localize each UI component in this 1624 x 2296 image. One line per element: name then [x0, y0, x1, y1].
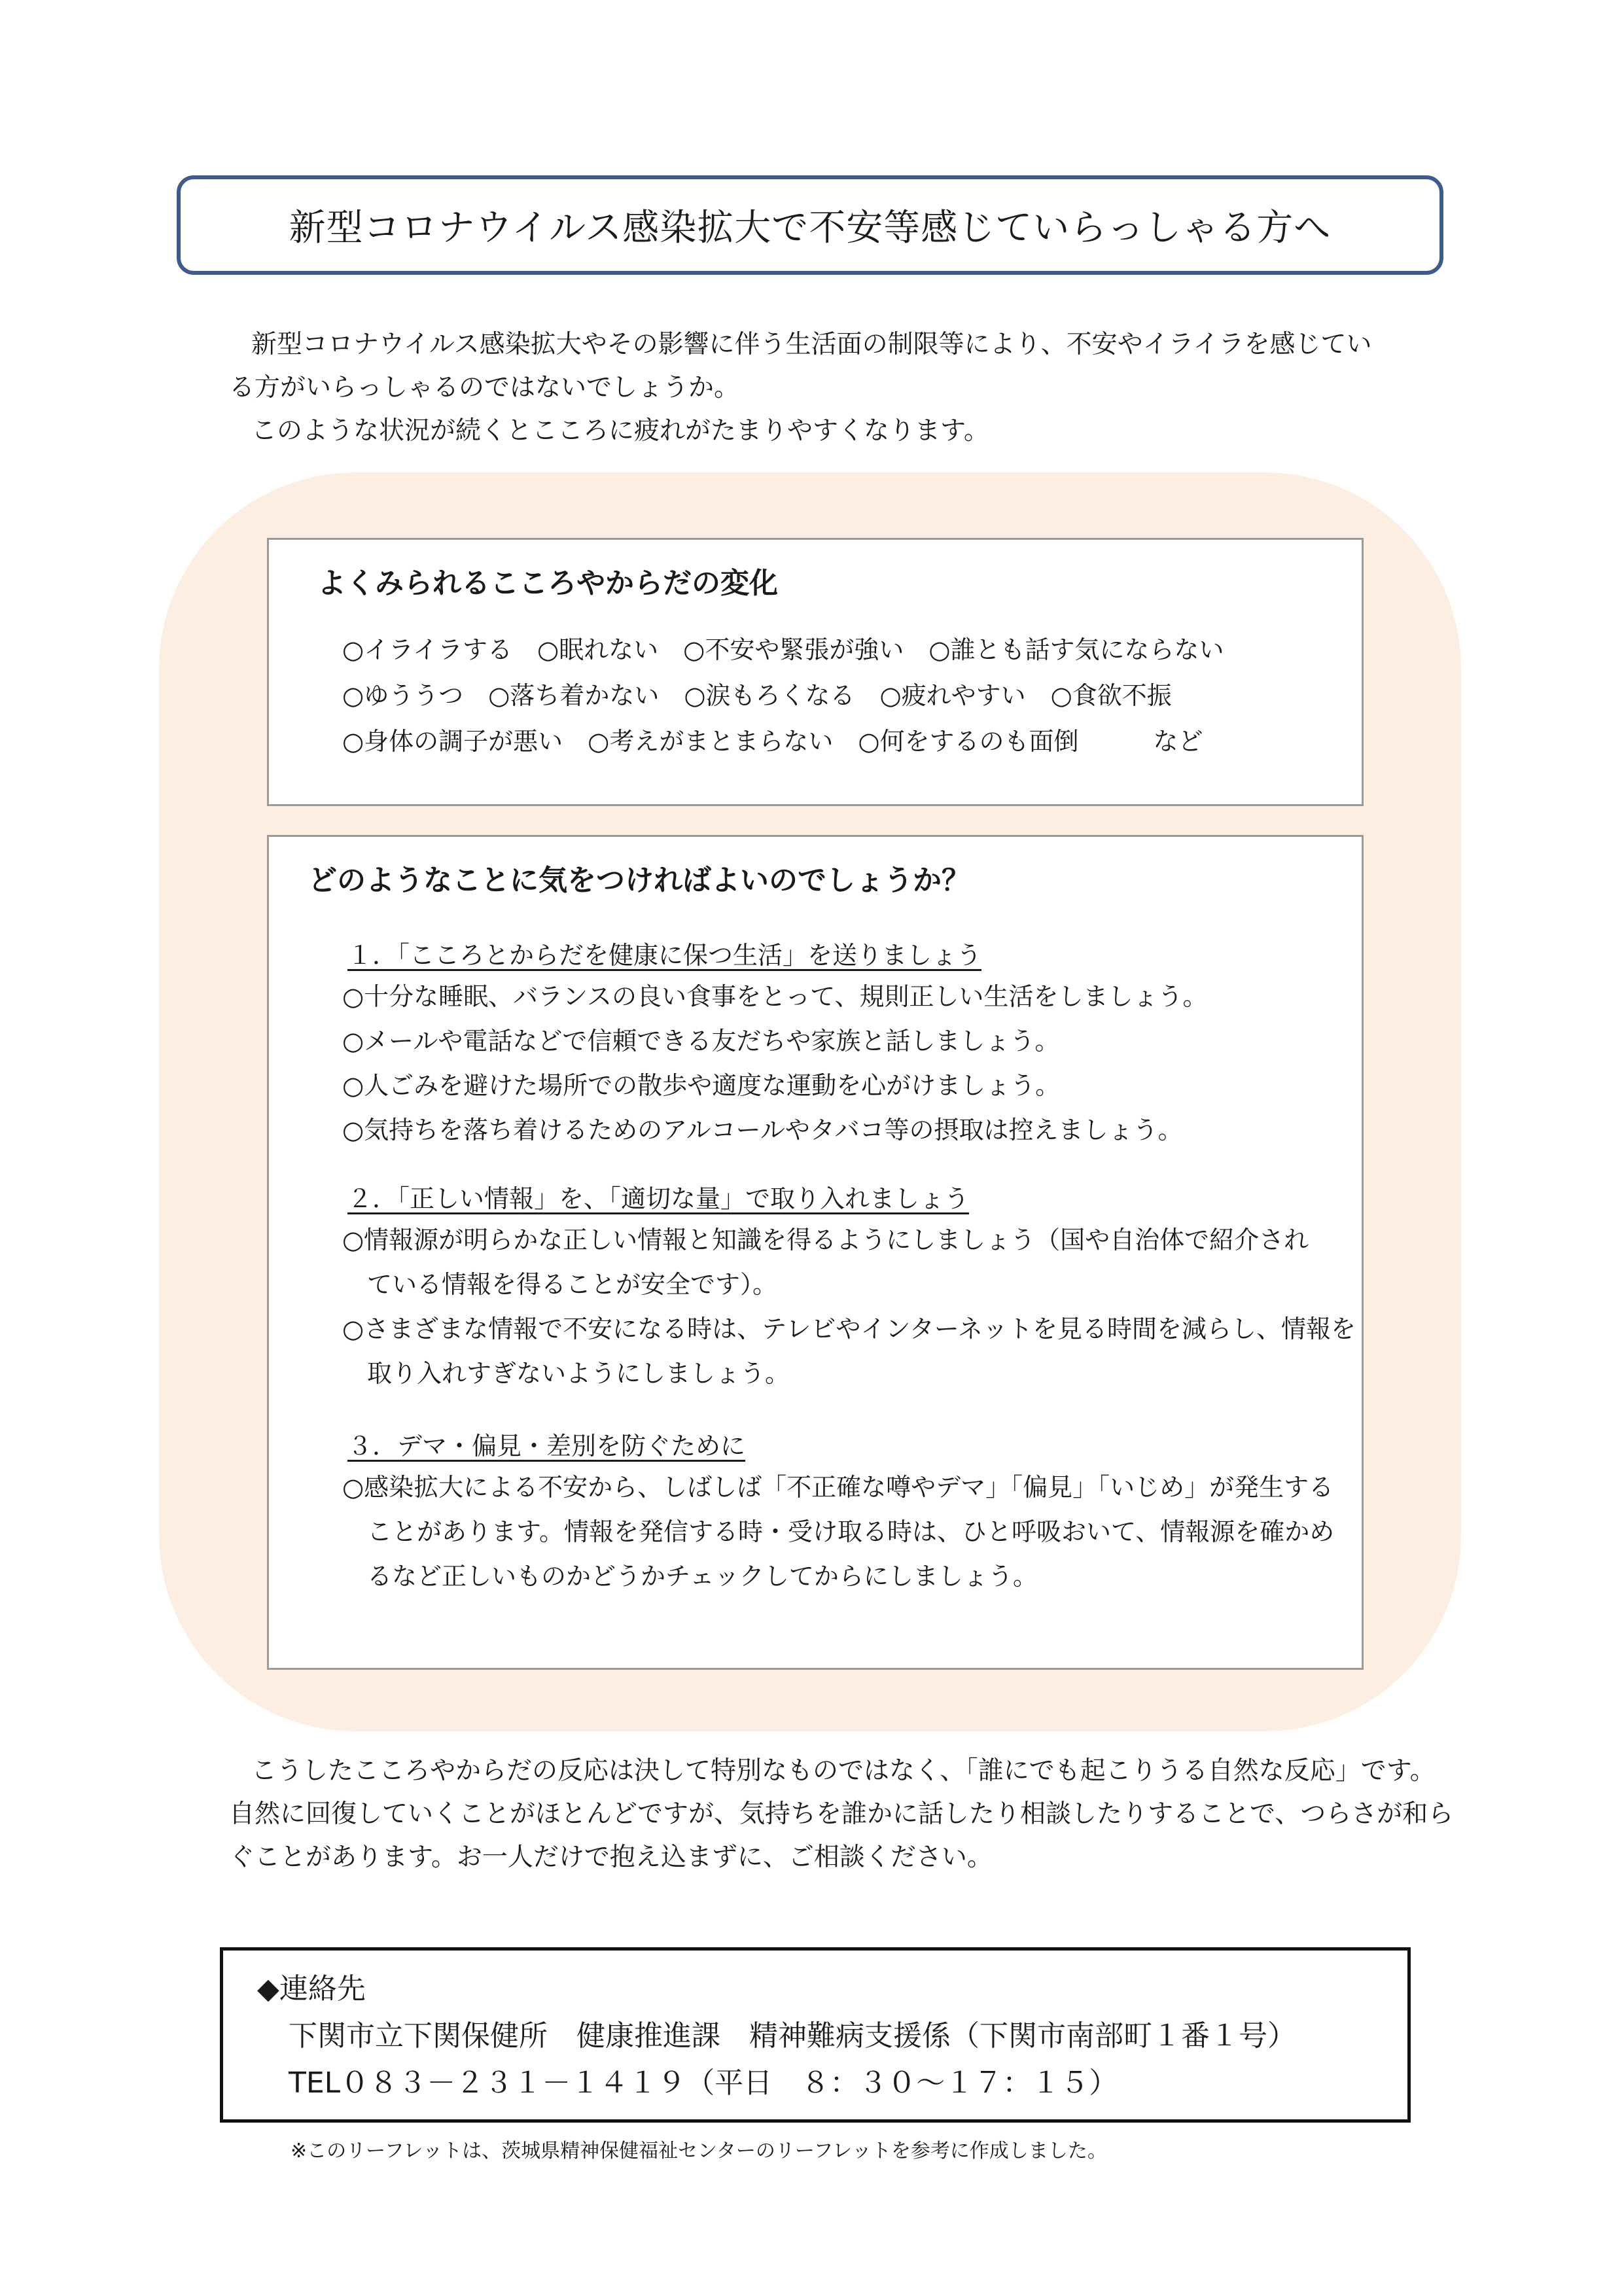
section-2-line-3: ○さまざまな情報で不安になる時は、テレビやインターネットを見る時間を減らし、情報を [342, 1315, 1356, 1343]
contact-tel: TEL０８３－２３１－１４１９（平日 ８：３０～１７：１５） [289, 2066, 1118, 2100]
section-3-line-1: ○感染拡大による不安から、しばしば「不正確な噂やデマ」「偏見」「いじめ」が発生する [342, 1473, 1334, 1502]
closing-line-2: 自然に回復していくことがほとんどですが、気持ちを誰かに話したり相談したりすることで、つらさが和ら [229, 1799, 1454, 1829]
footnote: ※このリーフレットは、茨城県精神保健福祉センターのリーフレットを参考に作成しました。 [291, 2140, 1107, 2163]
section-1-line-3: ○人ごみを避けた場所での散歩や適度な運動を心がけましょう。 [342, 1071, 1061, 1100]
intro-line-3: このような状況が続くとこころに疲れがたまりやすくなります。 [251, 416, 989, 446]
section-1-line-4: ○気持ちを落ち着けるためのアルコールやタバコ等の摂取は控えましょう。 [342, 1116, 1183, 1144]
contact-label: ◆連絡先 [257, 1972, 366, 2005]
changes-panel [267, 538, 1364, 806]
section-1-line-1: ○十分な睡眠、バランスの良い食事をとって、規則正しい生活をしましょう。 [342, 982, 1208, 1011]
section-1-line-2: ○メールや電話などで信頼できる友だちや家族と話しましょう。 [342, 1027, 1060, 1055]
section-2-line-1: ○情報源が明らかな正しい情報と知識を得るようにしましょう（国や自治体で紹介され [342, 1226, 1309, 1254]
intro-line-1: 新型コロナウイルス感染拡大やその影響に伴う生活面の制限等により、不安やイライラを感じてい [251, 330, 1372, 359]
closing-line-3: ぐことがあります。お一人だけで抱え込まずに、ご相談ください。 [229, 1843, 993, 1872]
section-3-line-3: るなど正しいものかどうかチェックしてからにしましょう。 [342, 1562, 1038, 1591]
section-2-line-4: 取り入れすぎないようにしましょう。 [342, 1359, 790, 1388]
contact-office: 下関市立下関保健所 健康推進課 精神難病支援係（下関市南部町１番１号） [289, 2019, 1296, 2053]
changes-line-1: ○イライラする ○眠れない ○不安や緊張が強い ○誰とも話す気にならない [342, 635, 1224, 664]
advice-panel [267, 835, 1364, 1670]
changes-line-2: ○ゆううつ ○落ち着かない ○涙もろくなる ○疲れやすい ○食欲不振 [342, 681, 1172, 710]
advice-heading: どのようなことに気をつければよいのでしょうか？ [308, 864, 970, 897]
changes-line-3: ○身体の調子が悪い ○考えがまとまらない ○何をするのも面倒 など [342, 727, 1203, 756]
page-title [177, 175, 1443, 275]
intro-line-2: る方がいらっしゃるのではないでしょうか。 [229, 373, 740, 402]
changes-heading: よくみられるこころやからだの変化 [317, 567, 778, 600]
page-title-text: 新型コロナウイルス感染拡大で不安等感じていらっしゃる方へ [289, 207, 1332, 249]
section-2-line-2: ている情報を得ることが安全です）。 [342, 1270, 778, 1299]
closing-line-1: こうしたこころやからだの反応は決して特別なものではなく、「誰にでも起こりうる自然な反応」です。 [251, 1756, 1436, 1786]
section-1-title: １．「こころとからだを健康に保つ生活」を送りましょう [347, 941, 982, 970]
section-3-line-2: ことがあります。情報を発信する時・受け取る時は、ひと呼吸おいて、情報源を確かめ [342, 1517, 1335, 1546]
section-2-title: ２．「正しい情報」を、「適切な量」で取り入れましょう [347, 1184, 970, 1213]
section-3-title: ３．デマ・偏見・差別を防ぐために [347, 1432, 746, 1460]
contact-box [220, 1947, 1411, 2123]
